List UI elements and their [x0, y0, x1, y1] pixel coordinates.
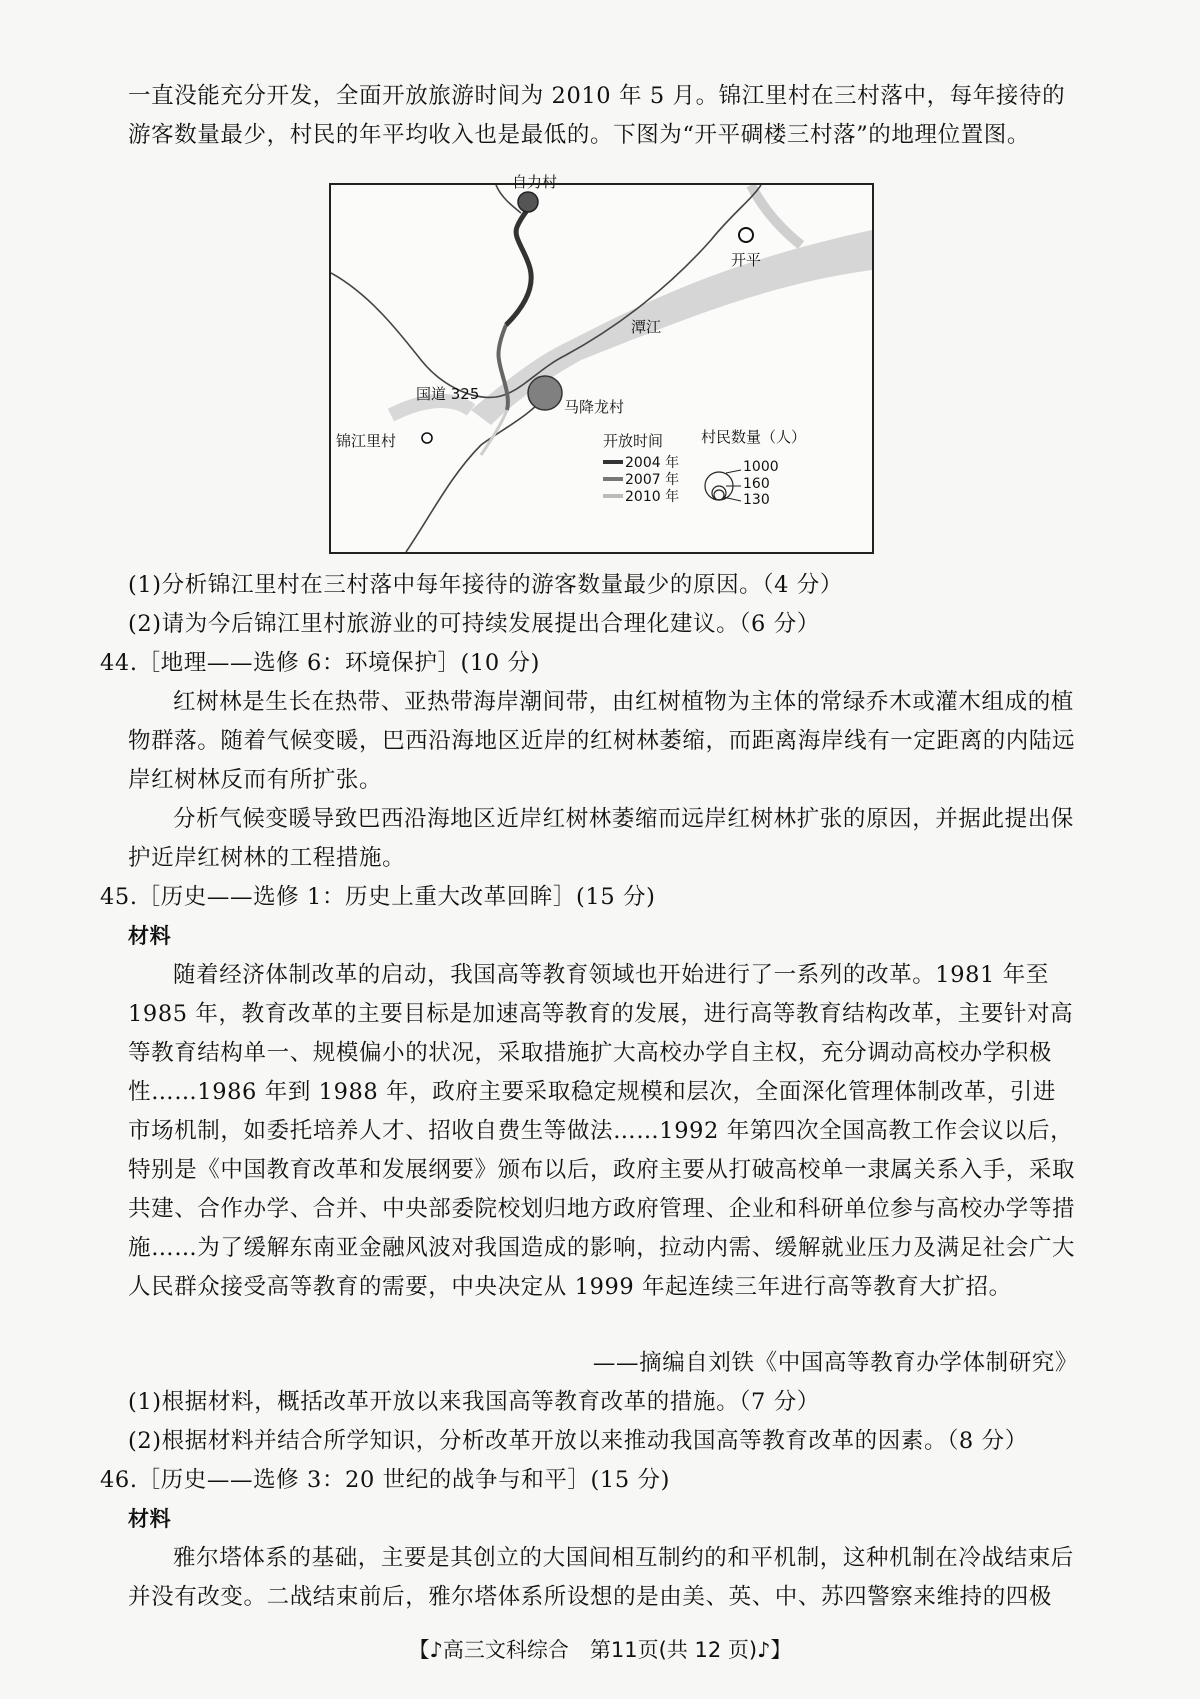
legend-time-title: 开放时间: [603, 432, 664, 450]
q46-heading: 46.［历史——选修 3：20 世纪的战争与和平］(15 分): [100, 1467, 670, 1493]
q45-material: 随着经济体制改革的启动，我国高等教育领域也开始进行了一系列的改革。1981 年至 1985 年，教育改革的主要目标是加速高等教育的发展，进行高等教育结构改革，主要针对高等教育结构单一、规模偏小的状况，采取措施扩大高校办学自主权，充分调动高校办学积极性……1986 年到 1988 年，政府主要采取稳定规模和层次，全面深化管理体制改革，引进市场机制，如委托培养人才、招收自费生等做法……1992 年第四次全国高教工作会议以后，特别是《中国教育改革和发展纲要》颁布以后，政府主要从打破高校单一隶属关系入手，采取共建、合作办学、合并、中央部委院校划归地方政府管理、企业和科研单位参与高校办学等措施……为了缓解东南亚金融风波对我国造成的影响，拉动内需、缓解就业压力及满足社会广大人民群众接受高等教育的需要，中央决定从 1999 年起连续三年进行高等教育大扩招。: [128, 962, 1076, 1300]
intro-line-1: 一直没能充分开发，全面开放旅游时间为 2010 年 5 月。锦江里村在三村落中，每年接待的: [128, 83, 1066, 109]
kaiping-marker: [739, 228, 753, 242]
q44-paragraph-2: 分析气候变暖导致巴西沿海地区近岸红树林萎缩而远岸红树林扩张的原因，并据此提出保护近岸红树林的工程措施。: [128, 806, 1074, 871]
legend-year-2004: 2004 年: [625, 455, 680, 471]
q45-source: ——摘编自刘铁《中国高等教育办学体制研究》: [592, 1350, 1078, 1376]
q46-material-label: 材料: [128, 1507, 172, 1531]
q45-subquestions: [128, 1383, 1078, 1461]
intro-line-2: 游客数量最少，村民的年平均收入也是最低的。下图为“开平碉楼三村落”的地理位置图。: [128, 122, 1031, 148]
legend-pop-130: 130: [743, 492, 770, 508]
legend-swatch-2004: [603, 460, 623, 464]
q43-sub1: (1)分析锦江里村在三村落中每年接待的游客数量最少的原因。（4 分）: [128, 572, 843, 598]
legend-year-2007: 2007 年: [625, 472, 680, 488]
q45-sub1: (1)根据材料，概括改革开放以来我国高等教育改革的措施。（7 分）: [128, 1389, 820, 1415]
legend-swatch-2010: [603, 494, 623, 498]
legend-pop-1000: 1000: [743, 459, 779, 475]
label-jinjiangli: 锦江里村: [336, 432, 397, 450]
q43-sub2: (2)请为今后锦江里村旅游业的可持续发展提出合理化建议。（6 分）: [128, 611, 820, 637]
q45-sub2: (2)根据材料并结合所学知识，分析改革开放以来推动我国高等教育改革的因素。（8 分）: [128, 1428, 1028, 1454]
geography-map: [329, 173, 874, 554]
label-kaiping: 开平: [731, 251, 762, 269]
zili-village-marker: [518, 192, 538, 212]
label-zili: 自力村: [512, 173, 558, 191]
q44-paragraph-1: 红树林是生长在热带、亚热带海岸潮间带，由红树植物为主体的常绿乔木或灌木组成的植物群落。随着气候变暖，巴西沿海地区近岸的红树林萎缩，而距离海岸线有一定距离的内陆远岸红树林反而有所扩张。: [128, 689, 1076, 793]
q43-subquestions: [128, 566, 1078, 644]
map-drawing: [331, 185, 872, 552]
label-tanjiang: 潭江: [631, 318, 662, 336]
jinjiangli-village-marker: [422, 433, 432, 443]
intro-paragraph: [128, 77, 1078, 155]
legend-year-2010: 2010 年: [625, 489, 680, 505]
q46-material: 雅尔塔体系的基础，主要是其创立的大国间相互制约的和平机制，这种机制在冷战结束后并没有改变。二战结束前后，雅尔塔体系所设想的是由美、英、中、苏四警察来维持的四极: [128, 1545, 1074, 1610]
majianglong-village-marker: [528, 376, 562, 410]
legend-row-2010: [603, 486, 679, 506]
legend-pop-160: 160: [743, 476, 770, 492]
river-tributary: [751, 185, 801, 245]
legend-swatch-2007: [603, 477, 623, 481]
label-majianglong: 马降龙村: [564, 398, 625, 416]
q45-heading: 45.［历史——选修 1：历史上重大改革回眸］(15 分): [100, 884, 656, 910]
q45-material-label: 材料: [128, 924, 172, 948]
boundary-lower: [406, 395, 546, 552]
label-road-325: 国道 325: [416, 385, 480, 403]
q44-heading: 44.［地理——选修 6：环境保护］(10 分): [100, 650, 540, 676]
road-2004: [506, 205, 531, 325]
legend-circle-130: [714, 490, 724, 500]
page-footer: 【♪高三文科综合 第11页(共 12 页)♪】: [408, 1638, 792, 1662]
legend-pop-title: 村民数量（人）: [701, 428, 807, 446]
